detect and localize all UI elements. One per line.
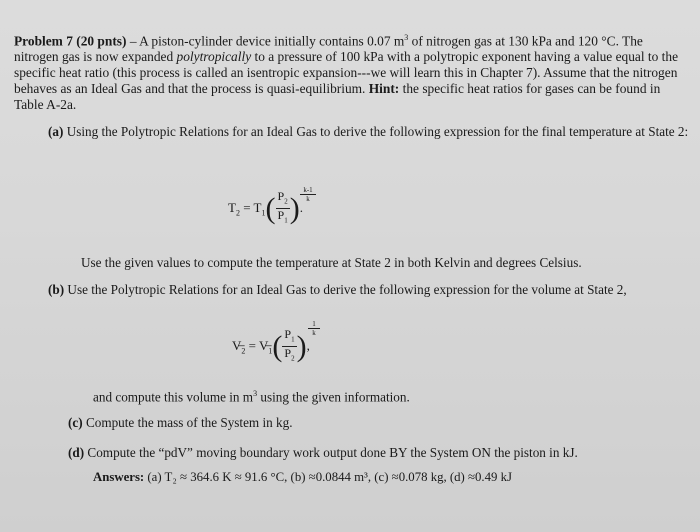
part-b-label: (b) (48, 282, 65, 297)
part-b-followup-sup: 3 (253, 389, 258, 398)
eq-b-mid-sub: 1 (268, 346, 273, 356)
eq-a-exp-num: k-1 (300, 186, 316, 195)
eq-b-den: P (284, 346, 292, 361)
part-a-label: (a) (48, 124, 64, 139)
problem-text-1: – A piston-cylinder device initially contains 0.07 m (126, 33, 405, 49)
eq-a-lhs-sub: 2 (235, 208, 240, 218)
part-a-followup: Use the given values to compute the temperature at State 2 in both Kelvin and degrees Celsius. (81, 255, 582, 270)
eq-b-fraction (282, 328, 296, 366)
part-d-text: Compute the “pdV” moving boundary work output done BY the System ON the piston in kJ. (84, 445, 578, 460)
equation-a (228, 190, 303, 228)
part-d-label: (d) (68, 445, 85, 460)
eq-a-den-sub: 1 (284, 216, 288, 225)
answers-line (93, 470, 512, 485)
eq-b-lhs: V̶ (232, 337, 242, 353)
part-b-text: Use the Polytropic Relations for an Ideal Gas to derive the following expression for the volume at State 2, (64, 282, 627, 297)
eq-a-num-sub: 2 (284, 197, 288, 206)
part-c-label: (c) (68, 415, 83, 430)
part-b-followup (93, 386, 410, 405)
eq-a-mid: = T (239, 199, 262, 215)
answers-label: Answers: (93, 470, 145, 484)
part-b-question (48, 282, 700, 298)
eq-b-lhs-sub: 2 (241, 346, 246, 356)
eq-b-open-paren: ( (272, 329, 283, 363)
eq-b-exp-num: 1 (308, 320, 320, 329)
part-a-text: Using the Polytropic Relations for an Ideal Gas to derive the following expression for the final temperature at State 2: (63, 124, 689, 139)
eq-a-lhs: T (228, 199, 236, 215)
eq-b-close-paren: ) (296, 329, 307, 363)
eq-b-num: P (284, 327, 292, 341)
part-b-followup-1: and compute this volume in m (93, 389, 254, 405)
problem-statement (14, 30, 690, 113)
eq-b-end: , (306, 337, 310, 353)
eq-b-exponent (308, 320, 320, 337)
answers-text: (a) T₂ ≈ 364.6 K ≈ 91.6 °C, (b) ≈0.0844 m³, (c) ≈0.078 kg, (d) ≈0.49 kJ (144, 470, 513, 484)
eq-a-num: P (277, 189, 285, 203)
eq-b-den-sub: 2 (291, 354, 295, 363)
eq-a-fraction (276, 190, 290, 228)
problem-text-3: to a pressure of 100 kPa with a polytropic exponent having a value equal to the specific heat ratio (this process is called an isentropic expansion---we will learn this in Chapter 7). Assume that the nitrogen behaves as an Ideal Gas and that the process is quasi-equilibrium. (14, 49, 679, 97)
problem-text-2: of nitrogen gas at 130 kPa and 120 °C. The nitrogen gas is now expanded (14, 33, 643, 65)
eq-b-mid: = V̶ (245, 337, 269, 353)
eq-a-close-paren: ) (289, 191, 300, 225)
part-a-question (48, 124, 700, 140)
eq-a-open-paren: ( (265, 191, 276, 225)
part-c-text: Compute the mass of the System in kg. (82, 415, 293, 430)
equation-b (232, 328, 310, 366)
part-b-followup-2: using the given information. (257, 389, 410, 405)
unit-superscript: 3 (404, 33, 409, 42)
problem-title: Problem 7 (20 pnts) (14, 33, 127, 49)
eq-a-end: . (299, 199, 303, 215)
part-c-question (68, 415, 293, 431)
part-d-question (68, 445, 578, 461)
eq-b-exp-den: k (312, 329, 316, 337)
hint-label: Hint: (368, 81, 400, 97)
hint-text: the specific heat ratios for gases can be found in Table A-2a. (14, 81, 661, 113)
eq-a-exp-den: k (306, 195, 310, 203)
eq-a-exponent (300, 186, 316, 203)
eq-b-num-sub: 1 (291, 335, 295, 344)
problem-italic: polytropically (176, 49, 252, 65)
eq-a-mid-sub: 1 (261, 208, 266, 218)
eq-a-den: P (277, 208, 285, 223)
